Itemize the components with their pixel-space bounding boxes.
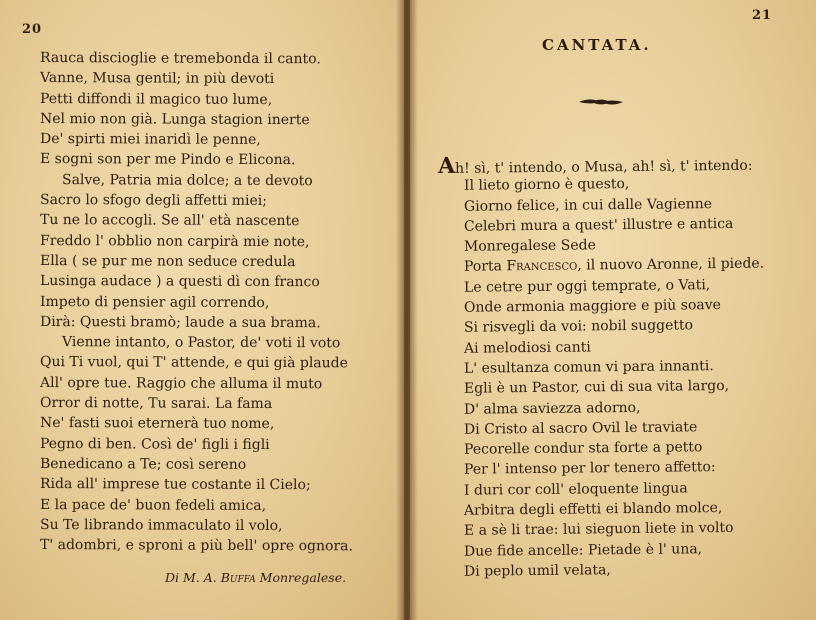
cantata-heading: CANTATA. [542,36,652,54]
poem-left [40,48,390,555]
poem-line: Pecorelle condur sta forte a petto [463,439,703,458]
poem-line: I duri cor coll' eloquente lingua [463,480,688,499]
poem-line: Le cetre pur oggi temprate, o Vati, [463,276,711,296]
poem-line: Vienne intanto, o Pastor, de' voti il voto [61,334,341,352]
poem-line: Ai melodiosi canti [463,339,591,357]
author-signature [165,570,346,585]
poem-line: Lusinga audace ) a questi dì con franco [39,273,320,291]
poem-line: Ella ( se pur me non seduce credula [39,252,296,271]
poem-line: Rauca discioglie e tremebonda il canto. [39,50,321,68]
poem-line: Onde armonia maggiore e più soave [463,297,721,316]
poem-line: Vanne, Musa gentil; in più devoti [39,70,275,88]
poem-line: E sogni son per me Pindo e Elicona. [39,151,296,169]
first-line-text: h! sì, t' intendo, o Musa, ah! sì, t' intendo: [455,157,753,177]
book-gutter [396,0,418,620]
poem-line: Giorno felice, in cui dalle Vagienne [463,195,713,215]
poem-line: All' opre tue. Raggio che alluma il muto [39,374,323,392]
poem-line: Orror di notte, Tu sarai. La fama [39,395,273,413]
poem-line: De' spirti miei inaridì le penne, [39,131,261,149]
poem-line: Freddo l' obblio non carpirà mie note, [39,232,310,250]
poem-line: Sacro lo sfogo degli affetti miei; [39,192,267,210]
poem-line: Benedicano a Te; così sereno [39,455,247,473]
page-number-left: 20 [22,22,43,37]
signature-suffix: Monregalese. [255,570,347,585]
poem-line: Egli è un Pastor, cui di sua vita largo, [463,378,730,397]
poem-line: Per l' intenso per lor tenero affetto: [463,459,716,479]
poem-line: Nel mio non già. Lunga stagion inerte [39,110,310,129]
ornament-rule-icon [578,96,624,108]
poem-line: T' adombri, e sproni a più bell' opre ognora. [39,537,354,555]
left-page [0,0,404,620]
signature-name: Buffa [220,570,256,585]
poem-line: Tu ne lo accogli. Se all' età nascente [39,212,300,230]
poem-line: Su Te librando immaculato il volo, [39,516,283,534]
poem-line: E la pace de' buon fedeli amica, [39,496,267,514]
line-fragment: , il nuovo Aronne, il piede. [577,256,765,275]
poem-line: Rida all' imprese tue costante il Cielo; [39,476,311,494]
poem-line: D' alma saviezza adorno, [463,399,641,418]
drop-cap: A [437,152,456,179]
poem-line: Monregalese Sede [463,237,596,255]
poem-line: Dirà: Questi bramò; laude a sua brama. [39,313,321,332]
poem-line: L' esultanza comun vi para innanti. [463,358,714,377]
line-fragment: Porta [463,258,507,276]
poem-line: Ne' fasti suoi eternerà tuo nome, [39,415,275,433]
signature-prefix: Di M. A. [165,570,221,585]
poem-line: Si risvegli da voi: nobil suggetto [463,317,694,337]
poem-line: Impeto di pensier agil correndo, [39,293,270,311]
poem-line: Celebri mura a quest' illustre e antica [463,215,734,235]
poem-line: Due fide ancelle: Pietade è l' una, [463,540,703,560]
poem-line: Pegno di ben. Così de' figli i figli [39,435,270,453]
poem-line: E a sè li trae: lui sieguon liete in volto [463,520,734,540]
right-page [410,0,816,620]
poem-line: Di peplo umil velata, [463,562,611,580]
poem-right [437,152,808,582]
poem-line: Il lieto giorno è questo, [463,176,630,195]
poem-line: Arbitra degli effetti ei blando molce, [463,500,723,519]
name-francesco: Francesco [506,258,578,275]
page-number-right: 21 [752,8,773,23]
poem-line: Qui Ti vuol, qui T' attende, e qui già plaude [39,354,348,372]
poem-line: Di Cristo al sacro Ovil le traviate [463,419,698,438]
poem-line: Salve, Patria mia dolce; a te devoto [61,171,313,189]
poem-line: Petti diffondi il magico tuo lume, [39,90,273,108]
